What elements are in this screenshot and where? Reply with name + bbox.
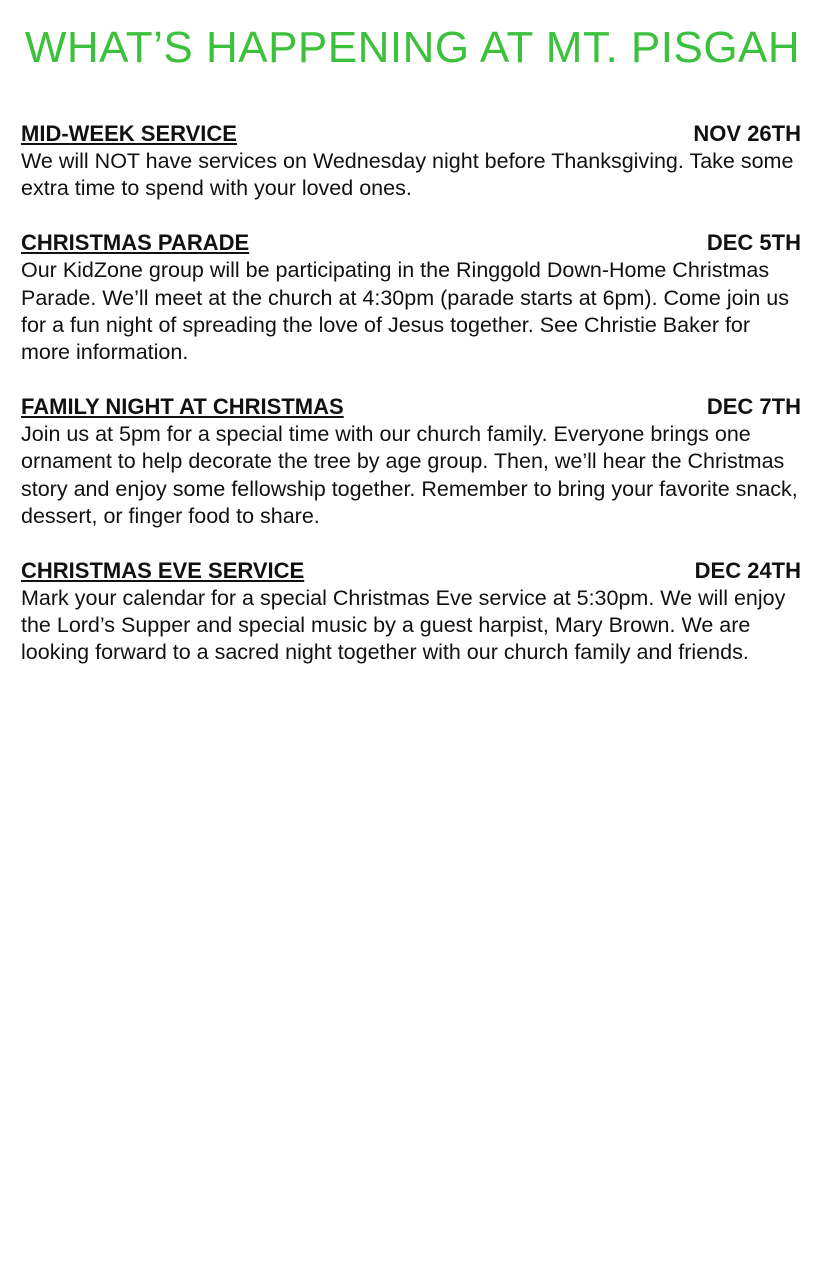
event-description: We will NOT have services on Wednesday night before Thanksgiving. Take some extra time to spend with your loved ones. (21, 149, 794, 201)
event-header (21, 557, 801, 585)
event-christmas-parade (21, 229, 801, 366)
event-family-night (21, 393, 801, 530)
event-date: DEC 7TH (706, 394, 801, 420)
event-header (21, 393, 801, 421)
event-mid-week-service (21, 120, 801, 202)
event-description: Mark your calendar for a special Christmas Eve service at 5:30pm. We will enjoy the Lord’s Supper and special music by a guest harpist, Mary Brown. We are looking forward to a sacred night together with our church family and friends. (21, 586, 786, 665)
event-description: Join us at 5pm for a special time with our church family. Everyone brings one ornament to help decorate the tree by age group. Then, we’ll hear the Christmas story and enjoy some fellowship together. Remember to bring your favorite snack, dessert, or finger food to share. (21, 422, 798, 528)
event-date: DEC 5TH (706, 230, 801, 256)
page-title: WHAT’S HAPPENING AT MT. PISGAH (24, 23, 801, 72)
events-list (21, 120, 801, 694)
event-description: Our KidZone group will be participating in the Ringgold Down-Home Christmas Parade. We’ll meet at the church at 4:30pm (parade starts at 6pm). Come join us for a fun night of spreading the love of Jesus together. See Christie Baker for more information. (21, 258, 789, 365)
event-name: CHRISTMAS EVE SERVICE (21, 558, 305, 584)
event-name: CHRISTMAS PARADE (21, 230, 250, 256)
event-date: NOV 26TH (693, 121, 801, 146)
event-header (21, 120, 801, 148)
event-date: DEC 24TH (694, 558, 801, 584)
event-christmas-eve-service (21, 557, 801, 667)
event-name: FAMILY NIGHT AT CHRISTMAS (21, 394, 344, 420)
event-header (21, 229, 801, 257)
event-name: MID-WEEK SERVICE (21, 121, 237, 146)
